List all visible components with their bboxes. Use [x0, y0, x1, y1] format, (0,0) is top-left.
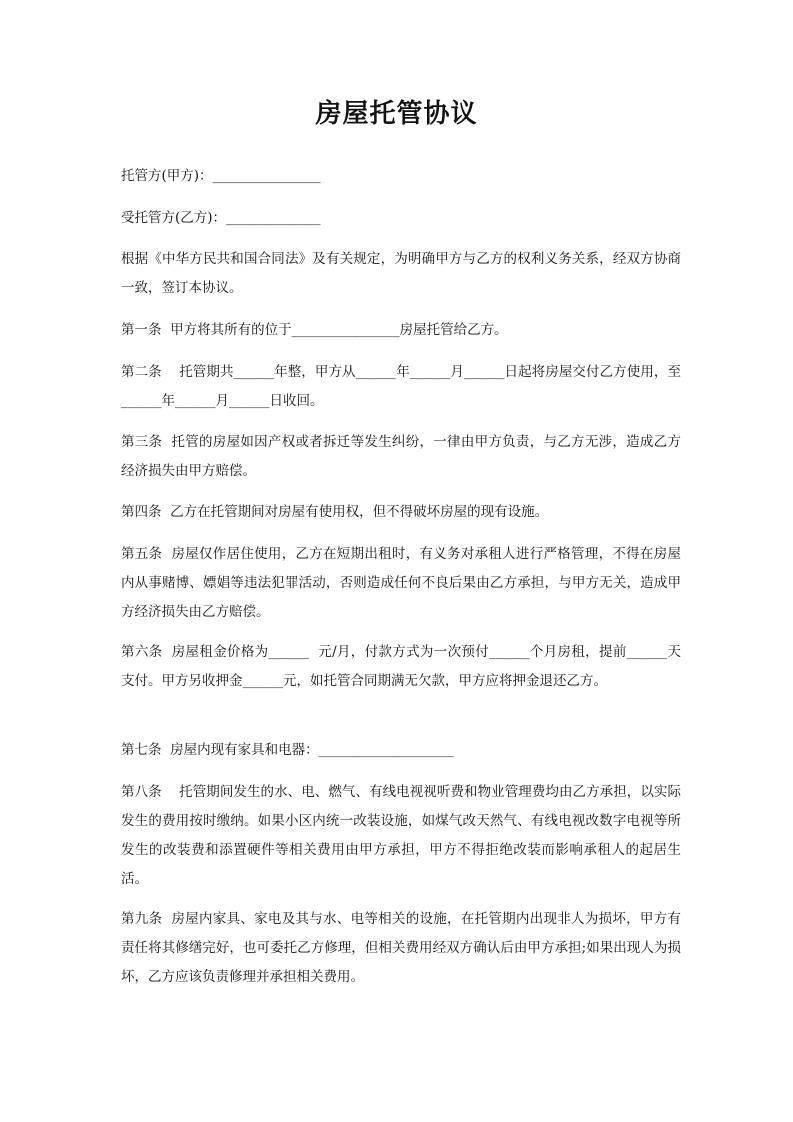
article-1: 第一条 甲方将其所有的位于________________房屋托管给乙方。 [121, 322, 508, 338]
article-6: 第六条 房屋租金价格为______ 元/月，付款方式为一次预付______个月房租，提前______天支付。甲方另收押金______元，如托管合同期满无欠款，甲方应将押金退还乙方。 [121, 644, 681, 689]
party-a-line: 托管方(甲方)：________________ [121, 168, 321, 184]
document-title: 房屋托管协议 [315, 99, 478, 129]
article-8: 第八条 托管期间发生的水、电、燃气、有线电视视听费和物业管理费均由乙方承担，以实际发生的费用按时缴纳。如果小区内统一改装设施，如煤气改天然气、有线电视改数字电视等所发生的改装费和添置硬件等相关费用由甲方承担，甲方不得拒绝改装而影响承租人的起居生活。 [121, 784, 681, 887]
article-5: 第五条 房屋仅作居住使用，乙方在短期出租时，有义务对承租人进行严格管理，不得在房屋内从事赌博、嫖娼等违法犯罪活动，否则造成任何不良后果由乙方承担，与甲方无关，造成甲方经济损失由乙方赔偿。 [121, 546, 681, 620]
article-4: 第四条 乙方在托管期间对房屋有使用权，但不得破坏房屋的现有设施。 [121, 504, 549, 520]
article-7: 第七条 房屋内现有家具和电器：____________________ [121, 742, 454, 758]
article-2: 第二条 托管期共______年整，甲方从______年______月______日起将房屋交付乙方使用，至______年______月______日收回。 [121, 364, 681, 409]
article-9: 第九条 房屋内家具、家电及其与水、电等相关的设施，在托管期内出现非人为损坏，甲方有责任将其修缮完好，也可委托乙方修理，但相关费用经双方确认后由甲方承担;如果出现人为损坏，乙方应该负责修理并承担相关费用。 [121, 911, 681, 985]
party-b-line: 受托管方(乙方)：______________ [121, 210, 321, 226]
article-3: 第三条 托管的房屋如因产权或者拆迁等发生纠纷，一律由甲方负责，与乙方无涉，造成乙方经济损失由甲方赔偿。 [121, 434, 681, 479]
preamble-paragraph: 根据《中华方民共和国合同法》及有关规定，为明确甲方与乙方的权利义务关系，经双方协商一致，签订本协议。 [121, 251, 681, 296]
